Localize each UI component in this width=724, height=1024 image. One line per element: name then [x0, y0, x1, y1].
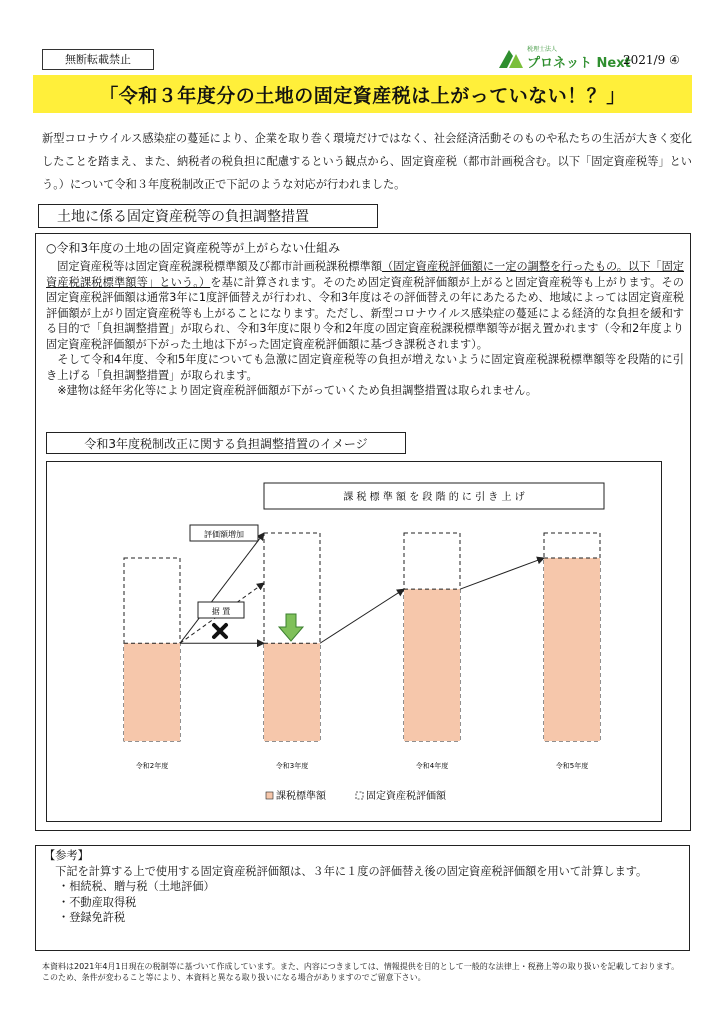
- annotation-text: 課 税 標 準 額 を 段 階 的 に 引 き 上 げ: [343, 492, 525, 503]
- reference-item: ・登録免許税: [58, 911, 126, 924]
- chart-svg: [46, 461, 662, 822]
- legend-label-value: 固定資産税評価額: [366, 791, 446, 802]
- blocked-x-icon: [214, 625, 226, 637]
- section-body: [46, 259, 684, 399]
- section-title: 土地に係る固定資産税等の負担調整措置: [38, 204, 378, 228]
- no-reprint-stamp: 無断転載禁止: [42, 49, 154, 70]
- step-up-arrow: [320, 589, 404, 643]
- intro-paragraph: 新型コロナウイルス感染症の蔓延により、企業を取り巻く環境だけではなく、社会経済活動そのものや私たちの生活が大きく変化したことを踏まえ、また、納税者の税負担に配慮するという観点から、固定資産税（都市計画税含む。以下「固定資産税等」という。）について令和３年度税制改正で下記のような対応が行われました。: [42, 132, 692, 191]
- category-label: 令和2年度: [135, 762, 169, 770]
- paragraph-1-underlined: （固定資産税評価額に一定の調整を行ったもの。以下「固定資産税課税標準額等」という。）: [46, 260, 684, 289]
- section-subheading: ○令和3年度の土地の固定資産税等が上がらない仕組み: [46, 241, 341, 255]
- reference-title: 【参考】: [44, 849, 89, 862]
- category-label: 令和3年度: [275, 762, 309, 770]
- category-label: 令和4年度: [415, 762, 449, 770]
- reference-content: [44, 848, 684, 926]
- category-label: 令和5年度: [555, 762, 589, 770]
- issue-date: 2021/9 ④: [623, 53, 680, 67]
- arrows-layer: [180, 533, 544, 643]
- reference-text: 下記を計算する上で使用する固定資産税評価額は、３年に１度の評価替え後の固定資産税評価額を用いて計算します。: [44, 864, 648, 878]
- chart-heading: 令和3年度税制改正に関する負担調整措置のイメージ: [46, 432, 406, 454]
- paragraph-3: ※建物は経年劣化等により固定資産税評価額が下がっていくため負担調整措置は取られません。: [46, 384, 538, 397]
- chart-legend: [266, 789, 447, 802]
- base-bar: [544, 558, 600, 741]
- logo-name: プロネット Next: [527, 56, 631, 71]
- reference-item: ・不動産取得税: [58, 895, 137, 909]
- company-logo: [497, 42, 631, 72]
- base-bar: [124, 643, 180, 741]
- logo-icon: [497, 44, 525, 72]
- legend-swatch-base: [266, 792, 273, 799]
- reference-item: ・相続税、贈与税（土地評価）: [58, 880, 215, 893]
- paragraph-1-start: 固定資産税等は固定資産税課税標準額及び都市計画税課税標準額: [46, 260, 383, 273]
- paragraph-1: [46, 259, 684, 352]
- defer-label: 据 置: [211, 607, 231, 616]
- legend-swatch-value: [356, 792, 363, 799]
- step-up-arrow: [460, 558, 544, 589]
- disclaimer-footer: 本資料は2021年4月1日現在の税制等に基づいて作成しています。また、内容につきましては、情報提供を目的として一般的な法律上・税務上等の取り扱いを記載しております。このため、条件が変わること等により、本資料と異なる取り扱いになる場合がありますのでご留意下さい。: [42, 962, 680, 982]
- legend-label-base: 課税標準額: [276, 791, 326, 802]
- logo-small-text: 税理士法人: [527, 46, 558, 53]
- bars-layer: [124, 533, 600, 770]
- base-bar: [264, 643, 320, 741]
- base-bar: [404, 589, 460, 741]
- paragraph-2: そして令和4年度、令和5年度についても急激に固定資産税等の負担が増えないように固定資産税課税標準額等を段階的に引き上げる「負担調整措置」が取られます。: [46, 353, 684, 382]
- paragraph-1-end: を基に計算されます。そのため固定資産税評価額が上がると固定資産税等も上がります。その固定資産税評価額は通常3年に1度評価替えが行われ、令和3年度はその評価替えの年にあたるため、地域によっては固定資産税評価額が上がり固定資産税等も上がることになります。ただし、新型コロナウイルス感染症の蔓延による経済的な負担を緩和する目的で「負担調整措置」が取られ、令和3年度に限り令和2年度の固定資産税課税標準額等が据え置かれます（令和2年度より固定資産税評価額が下がった土地は下がった固定資産税評価額に基づき課税されます）。: [46, 275, 684, 351]
- page-title: 「令和３年度分の土地の固定資産税は上がっていない！？」: [33, 75, 692, 113]
- increase-label: 評価額増加: [204, 530, 244, 539]
